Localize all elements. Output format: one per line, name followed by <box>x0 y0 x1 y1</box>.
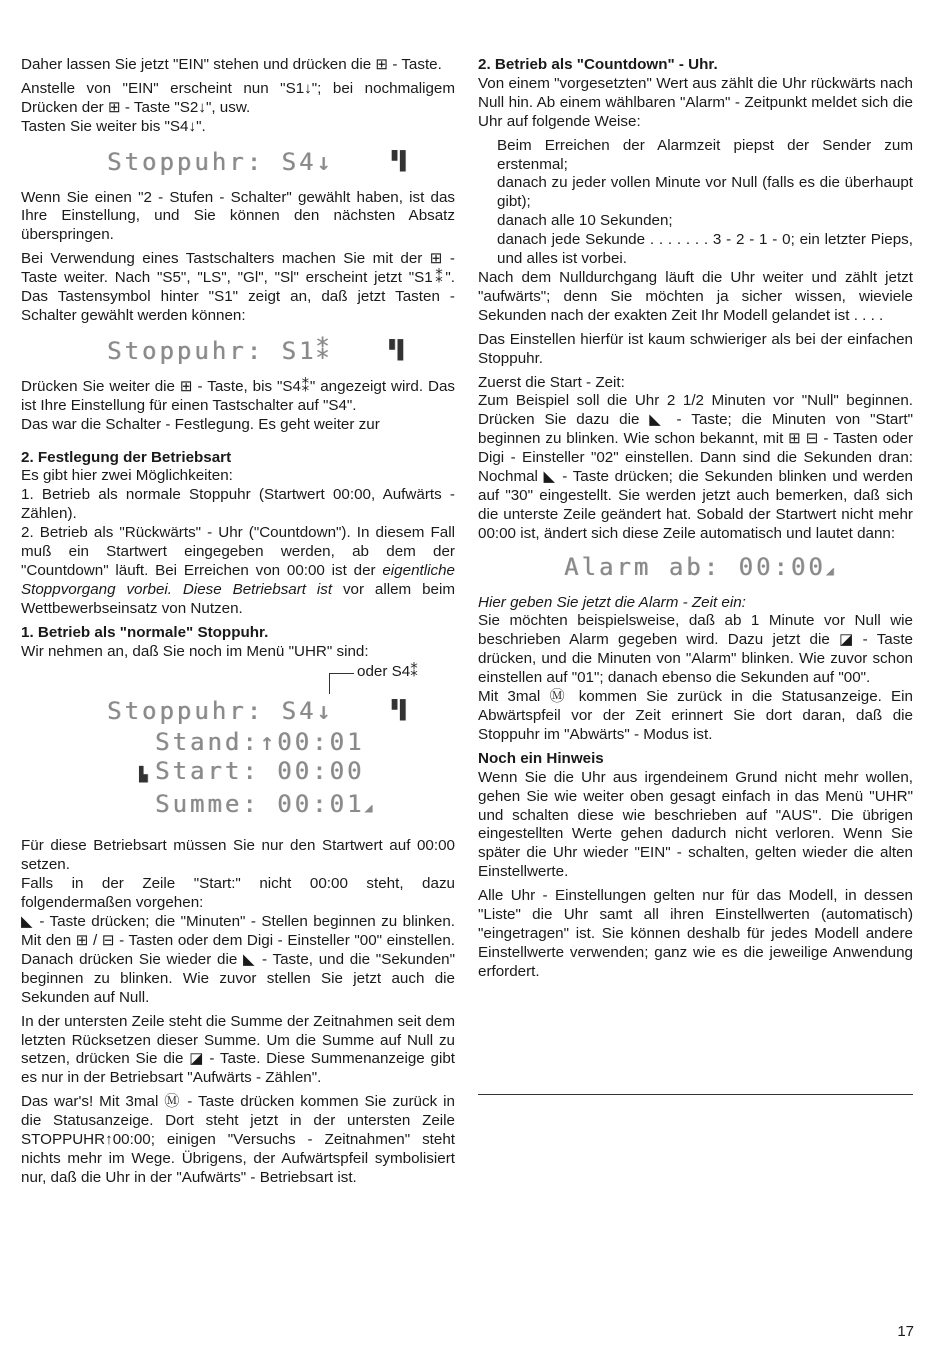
paragraph: Für diese Betriebsart müssen Sie nur den Startwert auf 00:00 setzen. <box>21 837 455 874</box>
callout-text: oder S4⁑ <box>357 663 418 681</box>
paragraph <box>21 524 455 619</box>
paragraph: Bei Verwendung eines Tastschalters machen Sie mit der ⊞ - Taste weiter. Nach "S5", "LS", "Gl", "Sl" erscheint jetzt "S1⁑". Das Tastensymbol hinter "S1" zeigt an, daß jetzt Tasten - Schalter gewählt werden können: <box>21 250 455 324</box>
lcd-display <box>21 697 455 823</box>
signal-icon: ◢ <box>825 563 837 579</box>
paragraph: Mit 3mal Ⓜ kommen Sie zurück in die Statusanzeige. Ein Abwärtspfeil vor der Zeit erinnert Sie dort daran, daß die Stoppuhr im "Abwärts" - Modus ist. <box>478 688 913 743</box>
lcd-line: Stoppuhr: S4↓ <box>107 697 334 726</box>
switch-icon: ▙ <box>21 767 148 784</box>
paragraph: ◣ - Taste drücken; die "Minuten" - Stellen beginnen zu blinken. Mit den ⊞ / ⊟ - Tasten oder dem Digi - Einsteller "00" einstellen. Danach drücken Sie wieder die ◣ - Taste, und die "Sekunden" beginnen zu blinken. Wie zuvor stellen Sie jetzt auch die Sekunden auf Null. <box>21 913 455 1006</box>
paragraph: Falls in der Zeile "Start:" nicht 00:00 steht, dazu folgendermaßen vorgehen: <box>21 875 455 912</box>
paragraph: Sie möchten beispielsweise, daß ab 1 Minute vor Null wie beschrieben Alarm gegeben wird. Dazu jetzt die ◪ - Taste drücken, und die Minuten von "Alarm" blinken. Wie zuvor schon einstellen auf "01"; danach ebenso die Sekunden auf "00". <box>478 612 913 687</box>
lcd-line: Summe: 00:01 <box>155 790 365 819</box>
paragraph: Das war's! Mit 3mal Ⓜ - Taste drücken kommen Sie zurück in die Statusanzeige. Dort steht jetzt in der untersten Zeile STOPPUHR↑00:00; einigen "Versuchs - Zeitnahmen" steht nichts mehr im Wege. Übrigens, der Aufwärtspfeil symbolisiert nur, daß die Uhr in der "Aufwärts" - Betriebsart ist. <box>21 1093 455 1186</box>
paragraph: In der untersten Zeile steht die Summe der Zeitnahmen seit dem letzten Rücksetzen dieser Summe. Um die Summe auf Null zu setzen, drücken Sie die ◪ - Taste. Diese Summenanzeige gibt es nur in der Betriebsart "Aufwärts - Zählen". <box>21 1012 455 1087</box>
list-item: Beim Erreichen der Alarmzeit piepst der Sender zum erstenmal; <box>497 136 913 173</box>
lcd-line: Stand:↑00:01 <box>155 728 365 757</box>
text-span: 2. Betrieb als "Rückwärts" - Uhr ("Countdown"). In diesem Fall muß ein Startwert eingegeben werden, ab dem der "Countdown" läuft. Bei Erreichen von 00:00 ist der <box>21 524 455 579</box>
lcd-text: Stoppuhr: S1⁑ <box>107 336 332 365</box>
paragraph: Das Einstellen hierfür ist kaum schwieriger als bei der einfachen Stoppuhr. <box>478 330 913 367</box>
paragraph: Drücken Sie weiter die ⊞ - Taste, bis "S4⁑" angezeigt wird. Das ist Ihre Einstellung für einen Tastschalter auf "S4". <box>21 377 455 414</box>
paragraph: Daher lassen Sie jetzt "EIN" stehen und drücken die ⊞ - Taste. <box>21 56 442 73</box>
left-column <box>21 56 455 1188</box>
right-column <box>478 56 913 982</box>
section-heading: 2. Festlegung der Betriebsart <box>21 448 232 466</box>
lcd-line: Start: 00:00 <box>155 757 365 786</box>
paragraph: Anstelle von "EIN" erscheint nun "S1↓"; bei nochmaligem Drücken der ⊞ - Taste "S2↓", usw. <box>21 79 455 116</box>
list-item: danach jede Sekunde . . . . . . . 3 - 2 - 1 - 0; ein letzter Pieps, und alles ist vorbei. <box>497 231 913 268</box>
paragraph: Hier geben Sie jetzt die Alarm - Zeit ein: <box>478 593 746 611</box>
paragraph: Es gibt hier zwei Möglichkeiten: <box>21 467 233 485</box>
antenna-icon: ▝▌ <box>386 150 414 172</box>
paragraph: Nach dem Nulldurchgang läuft die Uhr weiter und zählt jetzt "aufwärts"; denn Sie möchten ja sicher wissen, wieviele Sekunden nach der exakten Zeit Ihr Modell gelandet ist . . . . <box>478 268 913 324</box>
section-heading: 1. Betrieb als "normale" Stoppuhr. <box>21 623 269 641</box>
paragraph: Wenn Sie einen "2 - Stufen - Schalter" gewählt haben, ist das Ihre Einstellung, und Sie können den nächsten Absatz überspringen. <box>21 188 455 244</box>
paragraph: Das war die Schalter - Festlegung. Es geht weiter zur <box>21 415 380 433</box>
section-heading: 2. Betrieb als "Countdown" - Uhr. <box>478 56 718 73</box>
list-item: danach alle 10 Sekunden; <box>497 212 673 230</box>
section-heading: Noch ein Hinweis <box>478 749 604 767</box>
paragraph: Wir nehmen an, daß Sie noch im Menü "UHR" sind: <box>21 642 369 660</box>
paragraph: Von einem "vorgesetzten" Wert aus zählt die Uhr rückwärts nach Null hin. Ab einem wählbaren "Alarm" - Zeitpunkt meldet sich die Uhr auf folgende Weise: <box>478 74 913 130</box>
paragraph: Tasten Sie weiter bis "S4↓". <box>21 117 206 135</box>
paragraph: Zum Beispiel soll die Uhr 2 1/2 Minuten vor "Null" beginnen. Drücken Sie dazu die ◣ - Taste; die Minuten von "Start" beginnen zu blinken. Wie schon bekannt, mit ⊞ ⊟ - Tasten oder Digi - Einsteller "02" einstellen. Dann sind die Sekunden dran: Nochmal ◣ - Taste drücken; die Sekunden blinken und werden auf "30" eingestellt. Sie werden jetzt auch bemerken, daß sich die unterste Zeile geändert hat. Sobald der Startwert nicht mehr 00:00 ist, ändert sich diese Zeile automatisch und lautet dann: <box>478 392 913 542</box>
callout-bracket <box>329 673 354 694</box>
italic-text: eigentliche Stoppvorgang vorbei. Diese Betriebsart ist <box>21 561 455 598</box>
divider <box>478 1094 913 1095</box>
text-span: vor allem beim Wettbewerbseinsatz von Nutzen. <box>21 580 455 617</box>
lcd-display <box>107 147 455 176</box>
antenna-icon: ▝▌ <box>383 339 412 361</box>
paragraph: Wenn Sie die Uhr aus irgendeinem Grund nicht mehr wollen, gehen Sie wie weiter oben gesagt einfach in das Menü "UHR" und schalten diese wie beschrieben auf "AUS". Die übrigen eingestellten Werte gehen dadurch nicht verloren. Wenn Sie später die Uhr wieder "EIN" - schalten, gelten wieder die alten Einstellwerte. <box>478 768 913 881</box>
lcd-display <box>564 552 913 582</box>
list-item: danach zu jeder vollen Minute vor Null (falls es die überhaupt gibt); <box>497 174 913 211</box>
lcd-text: Stoppuhr: S4↓ <box>107 147 334 176</box>
callout <box>329 663 455 693</box>
paragraph: Alle Uhr - Einstellungen gelten nur für das Modell, in dessen "Liste" die Uhr samt all ihren Einstellwerten (automatisch) "eingetragen" ist. Sie können deshalb für jedes Modell andere Einstellwerte verwenden; ganz wie es die jeweilige Anwendung erfordert. <box>478 887 913 980</box>
paragraph: Zuerst die Start - Zeit: <box>478 373 625 391</box>
signal-icon: ◢ <box>364 801 376 817</box>
paragraph: 1. Betrieb als normale Stoppuhr (Startwert 00:00, Aufwärts - Zählen). <box>21 486 455 523</box>
lcd-display <box>107 336 455 365</box>
antenna-icon: ▝▌ <box>386 700 414 722</box>
lcd-text: Alarm ab: 00:00 <box>564 552 826 581</box>
page-number: 17 <box>897 1323 914 1340</box>
